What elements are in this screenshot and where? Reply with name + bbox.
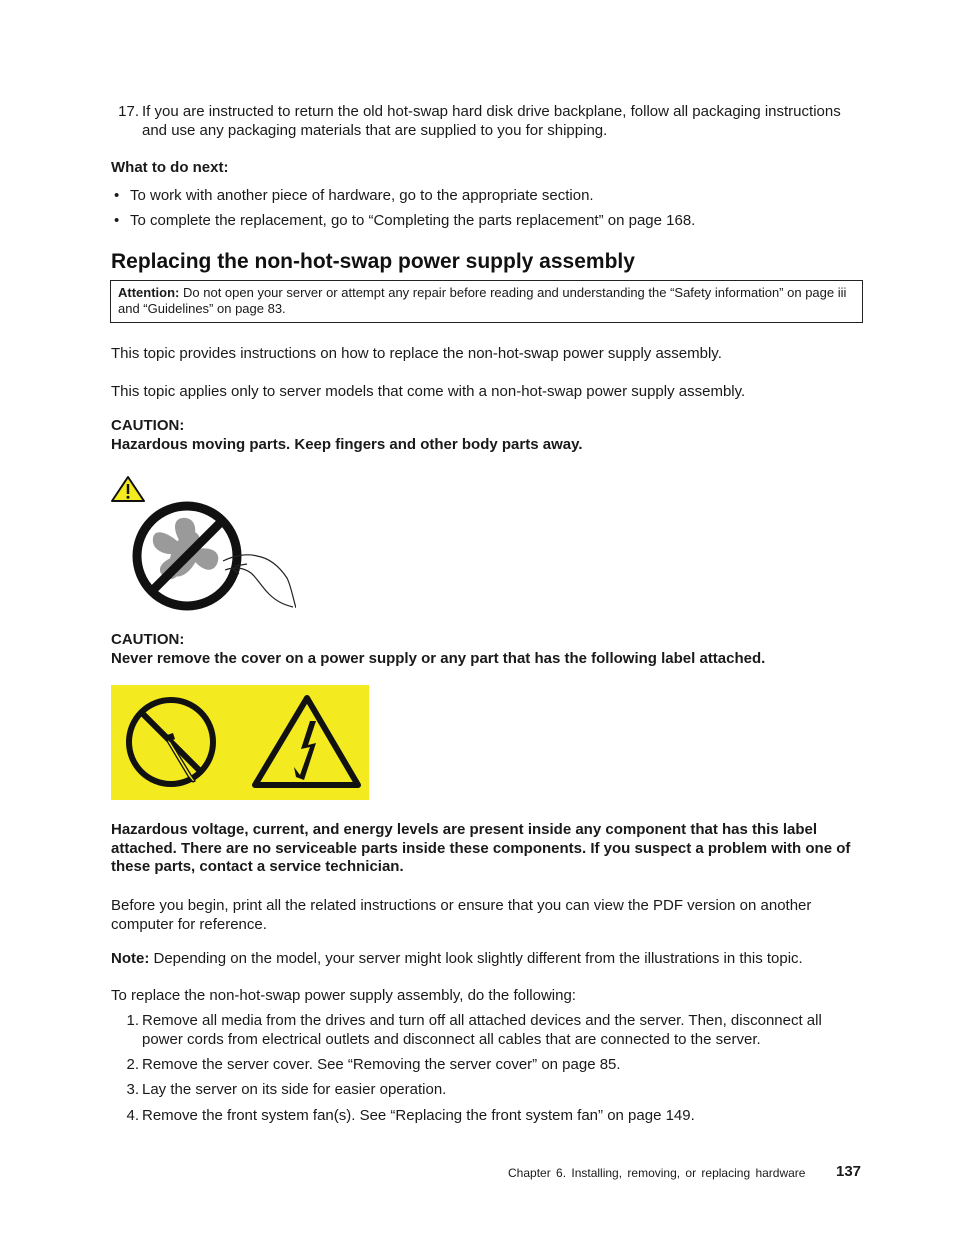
procedure-step [111, 1055, 863, 1074]
step-number: 3. [126, 1081, 139, 1098]
intro-paragraph: This topic provides instructions on how to replace the non-hot-swap power supply assembly. [111, 345, 722, 362]
step-number: 17. [118, 103, 139, 120]
bullet-text: To work with another piece of hardware, go to the appropriate section. [130, 187, 594, 204]
footer-chapter: Chapter 6. Installing, removing, or replacing hardware [508, 1166, 806, 1180]
what-next-heading: What to do next: [111, 159, 229, 176]
step-number: 2. [126, 1056, 139, 1073]
bullet-item [111, 211, 863, 230]
step-text: If you are instructed to return the old hot-swap hard disk drive backplane, follow all packaging instructions and use any packaging materials that are supplied to you for shipping. [142, 103, 841, 139]
bullet-text: To complete the replacement, go to “Completing the parts replacement” on page 168. [130, 212, 696, 229]
step-text: Lay the server on its side for easier operation. [142, 1081, 447, 1098]
attention-text: Do not open your server or attempt any repair before reading and understanding the “Safety information” on page iii and “Guidelines” on page 83. [118, 285, 847, 316]
before-begin-paragraph: Before you begin, print all the related instructions or ensure that you can view the PDF version on another computer for reference. [111, 897, 812, 933]
note-label: Note: [111, 950, 150, 967]
procedure-step [111, 1011, 863, 1049]
attention-box [110, 280, 863, 323]
page-number: 137 [836, 1163, 862, 1180]
caution-label: CAUTION: [111, 417, 185, 434]
step-text: Remove the server cover. See “Removing the server cover” on page 85. [142, 1056, 621, 1073]
hazard-warning-text: Hazardous voltage, current, and energy levels are present inside any component that has this label attached. There are no serviceable parts inside these components. If you suspect a problem with one of these parts, contact a service technician. [111, 821, 851, 876]
step-number: 4. [126, 1107, 139, 1124]
step-text: Remove the front system fan(s). See “Replacing the front system fan” on page 149. [142, 1107, 695, 1124]
bullet-item [111, 186, 863, 205]
step-number: 1. [126, 1012, 139, 1029]
note-text: Depending on the model, your server might look slightly different from the illustrations in this topic. [153, 950, 803, 967]
section-title: Replacing the non-hot-swap power supply assembly [111, 250, 635, 273]
warning-triangle-icon [112, 477, 144, 501]
fan-hazard-illustration [111, 474, 296, 614]
bullet-dot: • [114, 212, 120, 229]
caution-label: CAUTION: [111, 631, 185, 648]
procedure-intro: To replace the non-hot-swap power supply assembly, do the following: [111, 987, 576, 1004]
electrical-hazard-label [111, 685, 369, 800]
step-17 [111, 102, 863, 140]
note-paragraph [111, 949, 863, 968]
step-text: Remove all media from the drives and turn off all attached devices and the server. Then, disconnect all power cords from electrical outlets and disconnect all cables that are connected to the server. [142, 1012, 822, 1048]
attention-label: Attention: [118, 285, 180, 300]
bullet-dot: • [114, 187, 120, 204]
caution-text: Hazardous moving parts. Keep fingers and other body parts away. [111, 436, 583, 453]
intro-paragraph: This topic applies only to server models that come with a non-hot-swap power supply assembly. [111, 383, 746, 400]
procedure-step [111, 1080, 863, 1099]
procedure-step [111, 1106, 863, 1125]
fan-icon [153, 518, 218, 581]
caution-text: Never remove the cover on a power supply or any part that has the following label attached. [111, 650, 766, 667]
